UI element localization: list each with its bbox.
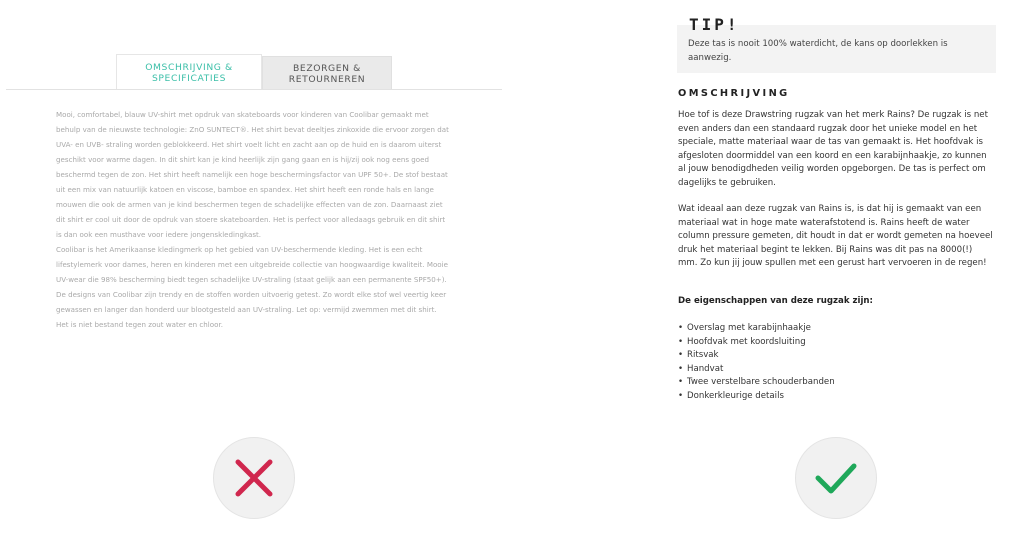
tab-bezorgen-retourneren[interactable] <box>262 56 392 90</box>
product-tabs <box>116 54 392 90</box>
description-paragraph: Hoe tof is deze Drawstring rugzak van het merk Rains? De rugzak is net even anders dan een standaard rugzak door het unieke model en het speciale, matte materiaal waar de tas van gemaakt is. Het hoofdvak is afgesloten doormiddel van een koord en een karabijnhaakje, zo kunnen al jouw benodigdheden veilig worden opgeborgen. De tas is perfect om dagelijks te gebruiken. <box>678 110 988 188</box>
checkmark-icon <box>812 454 860 502</box>
product-description-text <box>56 107 451 332</box>
list-item: • Donkerkleurige details <box>678 390 835 404</box>
tab-omschrijving-specificaties[interactable] <box>116 54 262 90</box>
section-title: OMSCHRIJVING <box>678 88 790 99</box>
tip-text: Deze tas is nooit 100% waterdicht, de kans op doorlekken is aanwezig. <box>688 39 948 63</box>
properties-list <box>678 322 835 403</box>
good-example-badge <box>795 437 877 519</box>
properties-title: De eigenschappen van deze rugzak zijn: <box>678 296 873 306</box>
list-item: • Overslag met karabijnhaakje <box>678 322 835 336</box>
tip-title: TIP! <box>689 15 740 34</box>
description-paragraph: Mooi, comfortabel, blauw UV-shirt met opdruk van skateboards voor kinderen van Coolibar gemaakt met behulp van de nieuwste technologie: ZnO SUNTECT®. Het shirt bevat deeltjes zinkoxide die ervoor zorgen dat UVA- en UVB- straling worden geblokkeerd. Het shirt voelt licht en zacht aan op de huid en is daarom uiterst geschikt voor warme dagen. In dit shirt kan je kind heerlijk zijn gang gaan en is hij/zij ook nog eens goed beschermd tegen de zon. Het shirt heeft namelijk een hoge beschermingsfactor van UPF 50+. De stof bestaat uit een mix van natuurlijk katoen en viscose, bamboe en spandex. Het shirt heeft een ronde hals en lange mouwen die ook de armen van je kind beschermen tegen de schadelijke effecten van de zon. Daarnaast ziet dit shirt er cool uit door de opdruk van stoere skateboarden. Het is perfect voor alledaags gebruik en dit shirt is dan ook een musthave voor iedere jongenskledingkast. <box>56 110 449 239</box>
bad-example-badge <box>213 437 295 519</box>
list-item: • Handvat <box>678 363 835 377</box>
description-paragraph: Wat ideaal aan deze rugzak van Rains is, is dat hij is gemaakt van een materiaal wat in hoge mate waterafstotend is. Rains heeft de water column pressure gemeten, dit houdt in dat er wordt gemeten na hoeveel druk het materiaal begint te lekken. Bij Rains was dit pas na 8000(!) mm. Zo kun jij jouw spullen met een gerust hart vervoeren in de regen! <box>678 204 993 268</box>
tab-label: OMSCHRIJVING & SPECIFICATIES <box>145 61 233 84</box>
good-example-panel <box>512 0 1024 534</box>
tab-divider <box>6 89 502 90</box>
list-item: • Twee verstelbare schouderbanden <box>678 376 835 390</box>
description-paragraph: Coolibar is het Amerikaanse kledingmerk op het gebied van UV-beschermende kleding. Het is een echt lifestylemerk voor dames, heren en kinderen met een uitgebreide collectie van hoogwaardige kwaliteit. Mooie UV-wear die 98% bescherming biedt tegen schadelijke UV-straling (staat gelijk aan een permanente SPF50+). De designs van Coolibar zijn trendy en de stoffen worden uitvoerig getest. Zo wordt elke stof wel veertig keer gewassen en langer dan honderd uur blootgesteld aan UV-straling. Let op: vermijd zwemmen met dit shirt. Het is niet bestand tegen zout water en chloor. <box>56 245 448 329</box>
list-item: • Hoofdvak met koordsluiting <box>678 336 835 350</box>
list-item: • Ritsvak <box>678 349 835 363</box>
tab-label: BEZORGEN & RETOURNEREN <box>288 62 366 85</box>
x-icon <box>232 456 276 500</box>
